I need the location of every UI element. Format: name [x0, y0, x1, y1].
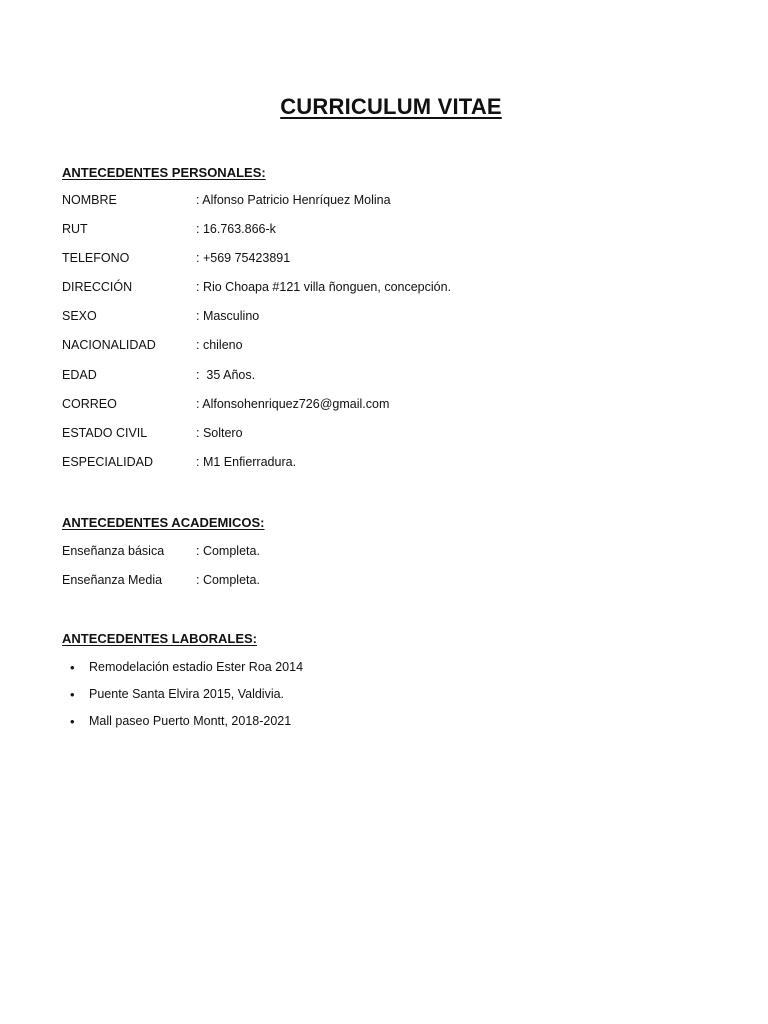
personal-row-rut	[62, 222, 451, 251]
row-value: : 35 Años.	[196, 367, 256, 382]
row-label: Enseñanza básica	[62, 544, 165, 558]
personal-row-nacionalidad	[62, 338, 451, 367]
section-heading-academic: ANTECEDENTES ACADEMICOS:	[62, 515, 265, 530]
row-label: NOMBRE	[62, 193, 117, 207]
row-label: TELEFONO	[62, 251, 130, 266]
row-label: EDAD	[62, 367, 97, 382]
personal-row-edad	[62, 368, 451, 397]
list-item	[70, 714, 303, 741]
row-label: NACIONALIDAD	[62, 338, 156, 353]
work-history-list	[70, 660, 303, 741]
personal-row-especialidad	[62, 455, 451, 484]
row-label: SEXO	[62, 309, 97, 324]
personal-row-sexo	[62, 309, 451, 338]
section-heading-work: ANTECEDENTES LABORALES:	[62, 631, 258, 646]
row-label: ESTADO CIVIL	[62, 425, 148, 440]
work-item-text: Mall paseo Puerto Montt, 2018-2021	[89, 714, 292, 728]
row-value: : Rio Choapa #121 villa ñonguen, concepción.	[196, 280, 452, 295]
row-value: : Soltero	[196, 425, 243, 440]
section-heading-personal: ANTECEDENTES PERSONALES:	[62, 165, 266, 180]
row-label: CORREO	[62, 396, 117, 411]
row-value: : +569 75423891	[196, 251, 291, 266]
row-value: : Masculino	[196, 309, 260, 324]
personal-row-estado-civil	[62, 426, 451, 455]
personal-row-telefono	[62, 251, 451, 280]
row-value: : 16.763.866-k	[196, 222, 276, 237]
bullet-icon: •	[70, 660, 75, 675]
personal-info-list	[62, 193, 451, 484]
row-label: RUT	[62, 222, 88, 237]
row-label: DIRECCIÓN	[62, 280, 133, 295]
list-item	[70, 687, 303, 714]
row-value: : Alfonsohenriquez726@gmail.com	[196, 396, 390, 411]
academic-info-list	[62, 544, 260, 602]
row-value: : chileno	[196, 338, 243, 353]
personal-row-nombre	[62, 193, 451, 222]
bullet-icon: •	[70, 714, 75, 729]
bullet-icon: •	[70, 687, 75, 702]
row-value: : Alfonso Patricio Henríquez Molina	[196, 193, 391, 207]
row-label: ESPECIALIDAD	[62, 454, 154, 469]
document-title: CURRICULUM VITAE	[280, 94, 502, 119]
personal-row-correo	[62, 397, 451, 426]
academic-row-basica	[62, 544, 260, 573]
row-value: : Completa.	[196, 544, 260, 558]
row-value: : M1 Enfierradura.	[196, 454, 297, 469]
personal-row-direccion	[62, 280, 451, 309]
row-value: : Completa.	[196, 573, 260, 588]
row-label: Enseñanza Media	[62, 573, 163, 588]
work-item-text: Puente Santa Elvira 2015, Valdivia.	[89, 687, 285, 701]
academic-row-media	[62, 573, 260, 602]
list-item	[70, 660, 303, 687]
work-item-text: Remodelación estadio Ester Roa 2014	[89, 660, 304, 674]
